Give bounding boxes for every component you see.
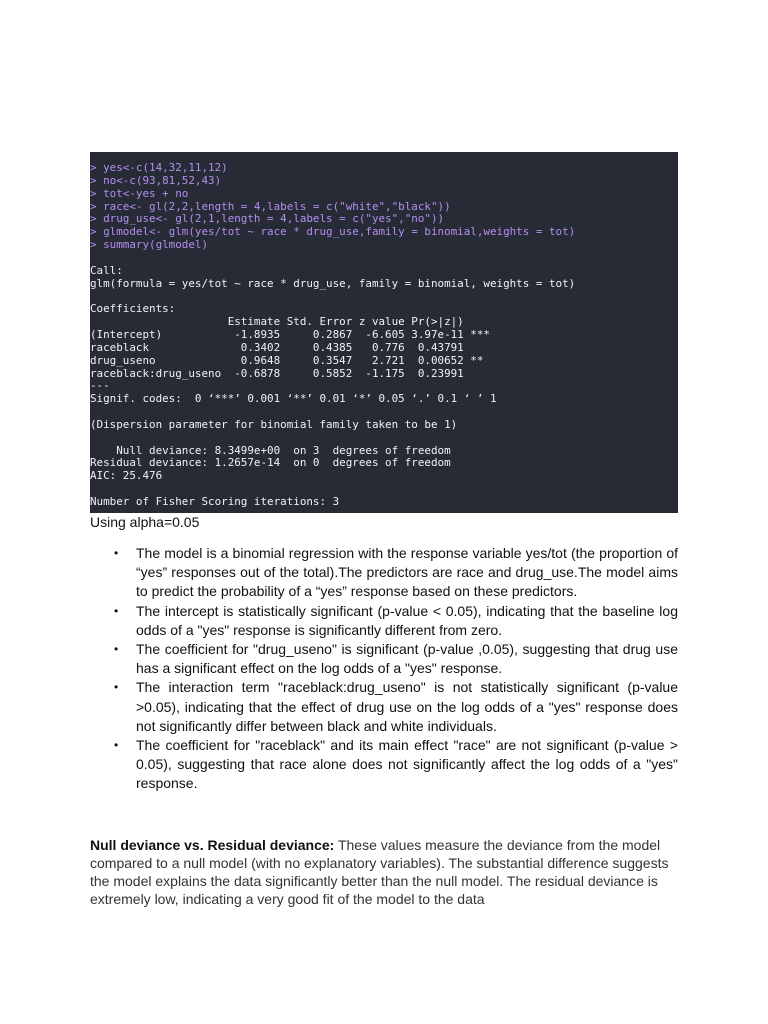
list-item-text: The coefficient for "drug_useno" is significant (p-value ,0.05), suggesting that drug use has a significant effect on the log odds of a "yes" response. [136, 641, 678, 677]
coefficients-header: Estimate Std. Error z value Pr(>|z|) [90, 315, 490, 329]
coefficient-row: raceblack 0.3402 0.4385 0.776 0.43791 [90, 340, 490, 354]
console-command: > race<- gl(2,2,length = 4,labels = c("white","black")) [90, 199, 451, 213]
null-deviance: Null deviance: 8.3499e+00 on 3 degrees of freedom [90, 443, 451, 457]
bullet-icon: • [114, 738, 119, 753]
list-item-text: The interaction term "raceblack:drug_useno" is not statistically significant (p-value >0.05), indicating that the effect of drug use on the log odds of a "yes" response does not significantly differ between black and white individuals. [136, 679, 678, 734]
list-item [114, 678, 678, 736]
separator: --- [90, 379, 110, 393]
deviance-text: These values measure the deviance from the model compared to a null model (with no explanatory variables). The substantial difference suggests the model explains the data significantly better than the null model. The residual deviance is extremely low, indicating a very good fit of the model to the data [90, 837, 669, 907]
list-item [114, 544, 678, 602]
list-item [114, 640, 678, 678]
aic: AIC: 25.476 [90, 469, 163, 483]
coefficient-row: (Intercept) -1.8935 0.2867 -6.605 3.97e-11 *** [90, 327, 490, 341]
deviance-heading: Null deviance vs. Residual deviance: [90, 837, 335, 853]
bullet-icon: • [114, 603, 119, 618]
coefficients-label: Coefficients: [90, 302, 176, 316]
r-console-screenshot [90, 152, 678, 513]
call-label: Call: [90, 263, 123, 277]
deviance-paragraph [90, 836, 678, 908]
list-item-text: The intercept is statistically significant (p-value < 0.05), indicating that the baseline log odds of a "yes" response is significantly different from zero. [136, 602, 678, 638]
console-command: > no<-c(93,81,52,43) [90, 173, 222, 187]
console-command: > summary(glmodel) [90, 238, 209, 252]
bullet-icon: • [114, 680, 119, 695]
console-command: > glmodel<- glm(yes/tot ~ race * drug_use,family = binomial,weights = tot) [90, 225, 576, 239]
console-command: > drug_use<- gl(2,1,length = 4,labels = c("yes","no")) [90, 212, 445, 226]
alpha-note: Using alpha=0.05 [90, 514, 200, 530]
fisher-iterations: Number of Fisher Scoring iterations: 3 [90, 494, 340, 508]
interpretation-list [90, 544, 678, 794]
list-item [114, 602, 678, 640]
signif-codes: Signif. codes: 0 ‘***’ 0.001 ‘**’ 0.01 ‘*’ 0.05 ‘.’ 0.1 ‘ ’ 1 [90, 392, 497, 406]
console-command: > tot<-yes + no [90, 186, 189, 200]
list-item-text: The model is a binomial regression with the response variable yes/tot (the proportion of “yes” responses out of the total).The predictors are race and drug_use.The model aims to predict the probability of a “yes” response based on these predictors. [136, 545, 678, 600]
coefficient-row: drug_useno 0.9648 0.3547 2.721 0.00652 ** [90, 353, 490, 367]
bullet-icon: • [114, 546, 119, 560]
list-item-text: The coefficient for "raceblack" and its main effect "race" are not significant (p-value > 0.05), suggesting that race alone does not significantly affect the log odds of a "yes" response. [136, 737, 678, 792]
console-command: > yes<-c(14,32,11,12) [90, 161, 228, 174]
call-line: glm(formula = yes/tot ~ race * drug_use, family = binomial, weights = tot) [90, 276, 576, 290]
residual-deviance: Residual deviance: 1.2657e-14 on 0 degrees of freedom [90, 456, 451, 470]
bullet-icon: • [114, 642, 119, 657]
coefficient-row: raceblack:drug_useno -0.6878 0.5852 -1.175 0.23991 [90, 366, 490, 380]
list-item [114, 736, 678, 794]
dispersion-note: (Dispersion parameter for binomial family taken to be 1) [90, 417, 458, 431]
